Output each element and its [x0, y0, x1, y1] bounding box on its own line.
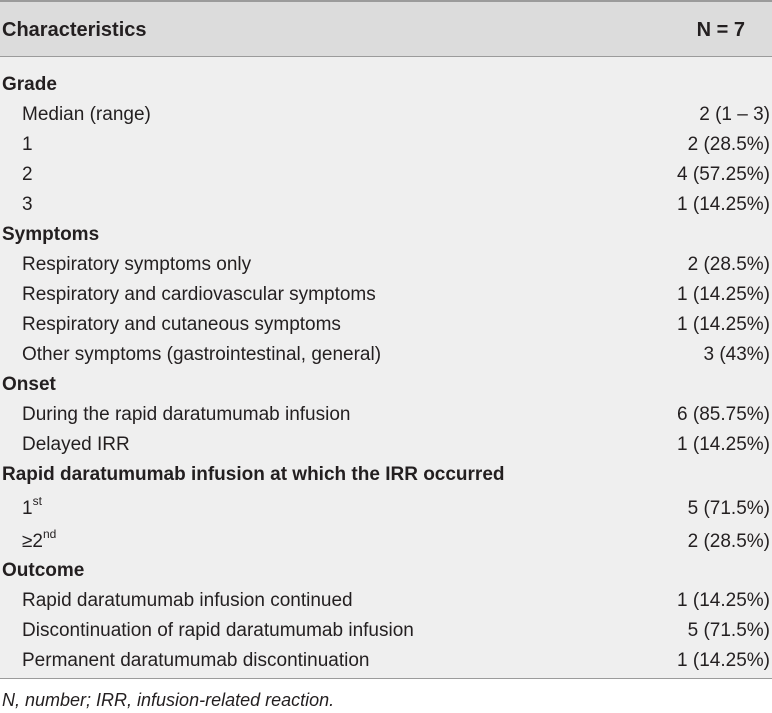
- row-label: [22, 164, 33, 186]
- row-value: 4 (57.25%): [677, 164, 770, 185]
- section-row: [0, 460, 772, 490]
- section-row: [0, 556, 772, 586]
- section-label: [2, 224, 99, 246]
- row-label-text: 2: [22, 164, 33, 185]
- table-row: [0, 310, 772, 340]
- table-row: [0, 250, 772, 280]
- table-header: [0, 2, 772, 56]
- row-value: 2 (28.5%): [687, 134, 770, 155]
- row-label-text: Permanent daratumumab discontinuation: [22, 650, 370, 671]
- row-value: 6 (85.75%): [677, 404, 770, 425]
- row-value: 5 (71.5%): [687, 498, 770, 519]
- table-row: [0, 100, 772, 130]
- row-label: [22, 526, 57, 553]
- section-label: [2, 74, 57, 96]
- section-label: [2, 464, 505, 486]
- table-row: [0, 430, 772, 460]
- row-label-text: Other symptoms (gastrointestinal, general): [22, 344, 382, 365]
- section-label: [2, 374, 56, 396]
- row-label: [22, 284, 376, 306]
- table-row: [0, 190, 772, 220]
- row-label-text: Symptoms: [2, 224, 100, 245]
- row-label: [22, 590, 353, 612]
- row-label-text: Rapid daratumumab infusion continued: [22, 590, 353, 611]
- row-label-text: Median (range): [22, 104, 151, 125]
- row-value: 3 (43%): [703, 344, 770, 365]
- ordinal-suffix: st: [32, 493, 42, 508]
- row-label-text: Grade: [2, 74, 57, 95]
- row-label-text: Respiratory and cutaneous symptoms: [22, 314, 341, 335]
- row-label: [22, 254, 251, 276]
- row-label-text: Rapid daratumumab infusion at which the IRR occurred: [2, 464, 505, 485]
- ordinal-suffix: nd: [43, 526, 57, 541]
- row-label: [22, 434, 130, 456]
- row-value: 2 (1 – 3): [699, 104, 770, 125]
- table-row: [0, 400, 772, 430]
- row-label-text: Discontinuation of rapid daratumumab infusion: [22, 620, 414, 641]
- table-row: [0, 586, 772, 616]
- row-label: [22, 104, 151, 126]
- row-label-text: 3: [22, 194, 33, 215]
- row-label-text: Respiratory and cardiovascular symptoms: [22, 284, 376, 305]
- table-row: [0, 646, 772, 676]
- row-label: [22, 493, 42, 520]
- row-label: [22, 314, 341, 336]
- table-rows: [0, 70, 772, 676]
- row-label-text: Onset: [2, 374, 56, 395]
- row-value: 5 (71.5%): [687, 620, 770, 641]
- header-n: N = 7: [696, 19, 745, 41]
- section-row: [0, 70, 772, 100]
- section-row: [0, 220, 772, 250]
- row-label: [22, 134, 33, 156]
- table-footnote: N, number; IRR, infusion-related reaction.: [2, 690, 335, 710]
- row-value: 2 (28.5%): [687, 531, 770, 552]
- row-label-text: Outcome: [2, 560, 85, 581]
- table-row: [0, 340, 772, 370]
- row-label-text: Delayed IRR: [22, 434, 130, 455]
- row-label-text: ≥2: [22, 531, 43, 552]
- row-label-text: During the rapid daratumumab infusion: [22, 404, 351, 425]
- row-value: 2 (28.5%): [687, 254, 770, 275]
- table-row: [0, 523, 772, 556]
- row-value: 1 (14.25%): [677, 194, 770, 215]
- row-value: 1 (14.25%): [677, 434, 770, 455]
- row-value: 1 (14.25%): [677, 284, 770, 305]
- row-label: [22, 404, 350, 426]
- row-label-text: Respiratory symptoms only: [22, 254, 252, 275]
- row-label: [22, 344, 381, 366]
- section-label: [2, 560, 84, 582]
- row-label: [22, 650, 369, 672]
- table-row: [0, 490, 772, 523]
- table-row: [0, 160, 772, 190]
- table-row: [0, 280, 772, 310]
- table-row: [0, 130, 772, 160]
- row-label-text: 1: [22, 498, 33, 519]
- row-value: 1 (14.25%): [677, 314, 770, 335]
- table-row: [0, 616, 772, 646]
- row-label-text: 1: [22, 134, 33, 155]
- row-label: [22, 620, 414, 642]
- header-characteristics: Characteristics: [2, 19, 147, 41]
- bottom-rule: [0, 678, 772, 679]
- row-value: 1 (14.25%): [677, 590, 770, 611]
- row-label: [22, 194, 33, 216]
- row-value: 1 (14.25%): [677, 650, 770, 671]
- section-row: [0, 370, 772, 400]
